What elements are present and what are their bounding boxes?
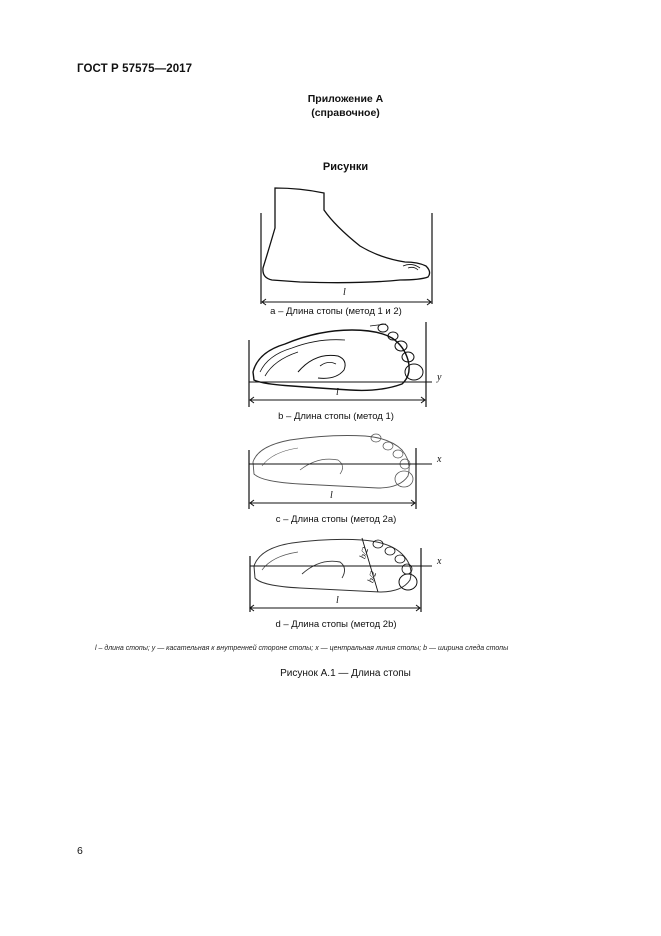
figure-b-drawing <box>249 322 432 407</box>
figure-a-drawing <box>261 188 432 305</box>
caption-figure-b: b – Длина стопы (метод 1) <box>278 411 394 422</box>
label-x-d: x <box>437 556 442 567</box>
document-code: ГОСТ Р 57575—2017 <box>77 63 193 75</box>
label-l-d: l <box>336 595 339 606</box>
page-number: 6 <box>77 845 83 857</box>
label-b2-upper: b/2 <box>357 545 371 561</box>
figure-title: Рисунок А.1 — Длина стопы <box>280 668 411 679</box>
section-title: Рисунки <box>322 161 369 173</box>
appendix-title: Приложение А <box>307 93 384 105</box>
label-x-c: x <box>437 454 442 465</box>
figure-legend: l – длина стопы; y — касательная к внутренней стороне стопы; x — центральная линия стопы; b — ширина следа стопы <box>95 645 509 652</box>
caption-figure-a: а – Длина стопы (метод 1 и 2) <box>270 306 402 317</box>
label-y: y <box>437 372 442 383</box>
appendix-note: (справочное) <box>311 107 380 119</box>
figure-c-drawing <box>249 434 432 509</box>
label-l-b: l <box>336 387 339 398</box>
label-l-a: l <box>343 287 346 298</box>
caption-figure-d: d – Длина стопы (метод 2b) <box>275 619 397 630</box>
label-l-c: l <box>330 490 333 501</box>
label-b2-lower: b/2 <box>365 569 379 585</box>
caption-figure-c: с – Длина стопы (метод 2а) <box>275 514 397 525</box>
figure-d-drawing <box>250 538 432 612</box>
